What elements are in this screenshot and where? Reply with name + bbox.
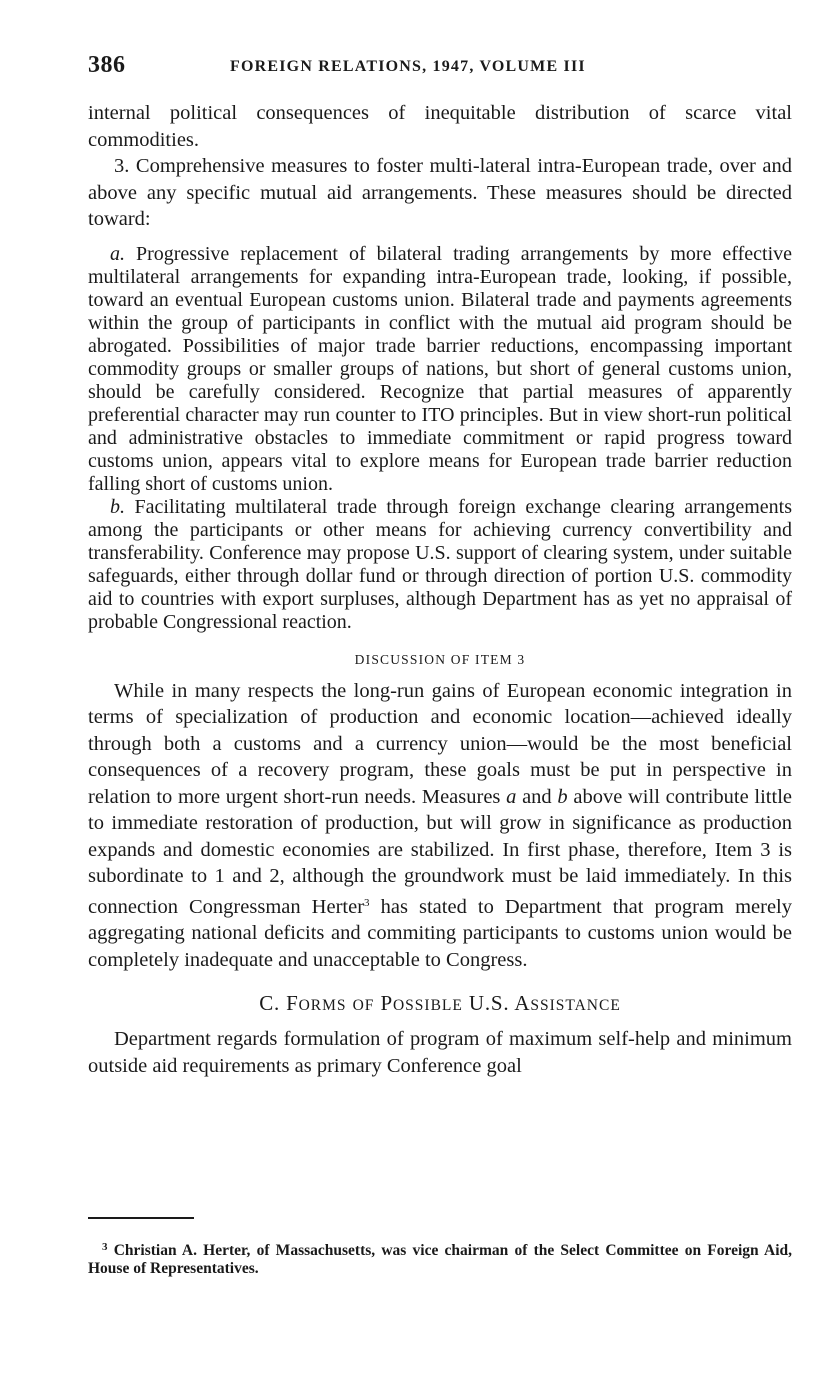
heading-word-of: OF: [352, 997, 375, 1014]
discussion-text-3: above will contribute little to immediate restoration of production, but will grow in significance as production expands and domestic economies are stabilized. In first phase, therefore, Item 3 is subordinate to 1 and 2, although the groundwork must be laid immediately. In this connection Congressman Herter: [88, 785, 792, 918]
paragraph-item-3: 3. Comprehensive measures to foster multi-lateral intra-European trade, over and above any specific mutual aid arrangements. These measures should be directed toward:: [88, 155, 792, 230]
discussion-heading: DISCUSSION OF ITEM 3: [354, 651, 526, 667]
discussion-paragraph: [88, 678, 792, 974]
heading-word-us: U.S.: [468, 991, 510, 1015]
measure-a-ref: a: [506, 785, 517, 808]
discussion-text-4: has stated to Department that program merely aggregating national deficits and commiting participants to customs union would be completely inadequate and unacceptable to Congress.: [88, 895, 792, 971]
heading-word-possible-initial: P: [380, 991, 393, 1015]
measure-b-ref: b: [557, 785, 568, 808]
heading-word-assistance-rest: SSISTANCE: [530, 997, 621, 1014]
document-page: [88, 52, 793, 1277]
running-head: FOREIGN RELATIONS, 1947, VOLUME III: [230, 58, 586, 75]
footnote-mark: 3: [102, 1241, 108, 1253]
paragraph-continuation: internal political consequences of inequitable distribution of scarce vital commodities.: [88, 102, 792, 151]
page-number: 386: [88, 52, 126, 78]
subitem-b-letter: b.: [110, 495, 125, 518]
subitem-b-text: Facilitating multilateral trade through foreign exchange clearing arrangements among the participants or other means for achieving currency convertibility and transferability. Conference may propose U.S. support of clearing system, under suitable safeguards, either through dollar fund or through direction of portion U.S. commodity aid to countries with export surpluses, although Department has as yet no appraisal of probable Congressional reaction.: [88, 495, 793, 633]
heading-word-forms-initial: F: [286, 991, 299, 1015]
page-header: [88, 52, 792, 92]
subitem-a-letter: a.: [110, 242, 125, 265]
footnote-text: Christian A. Herter, of Massachusetts, was vice chairman of the Select Committee on Foreign Aid, House of Representatives.: [88, 1242, 792, 1277]
subitem-a-text: Progressive replacement of bilateral trading arrangements by more effective multilateral arrangements for expanding intra-European trade, looking, if possible, toward an eventual European customs union. Bilateral trade and payments agreements within the group of participants in conflict with the mutual aid program should be abrogated. Possibilities of major trade barrier reductions, encompassing important commodity groups or smaller groups of nations, but short of general customs union, should be carefully considered. Recognize that partial measures of apparently preferential character may run counter to ITO principles. But in view short-run political and administrative obstacles to immediate commitment or rapid progress toward customs union, appears vital to explore means for European trade barrier reduction falling short of customs union.: [88, 242, 793, 495]
footnote-rule: [88, 1217, 194, 1219]
heading-word-possible-rest: OSSIBLE: [392, 997, 463, 1014]
discussion-text-2: and: [516, 785, 558, 808]
section-c-heading: [88, 991, 792, 1016]
footnote: [88, 1238, 792, 1278]
subitem-b: [88, 496, 792, 634]
heading-word-forms-rest: ORMS: [298, 997, 347, 1014]
section-c-letter: C.: [259, 991, 281, 1015]
heading-word-assistance-initial: A: [514, 991, 531, 1015]
subitem-a: [88, 243, 792, 496]
footnote-reference[interactable]: 3: [364, 896, 370, 909]
discussion-text-1: While in many respects the long-run gains of European economic integration in terms of specialization of production and economic location—achieved ideally through both a customs and a currency union—would be the most beneficial consequences of a recovery program, these goals must be put in perspective in relation to more urgent short-run needs. Measures: [88, 679, 792, 808]
section-c-paragraph: Department regards formulation of program of maximum self-help and minimum outside aid requirements as primary Conference goal: [88, 1028, 792, 1077]
